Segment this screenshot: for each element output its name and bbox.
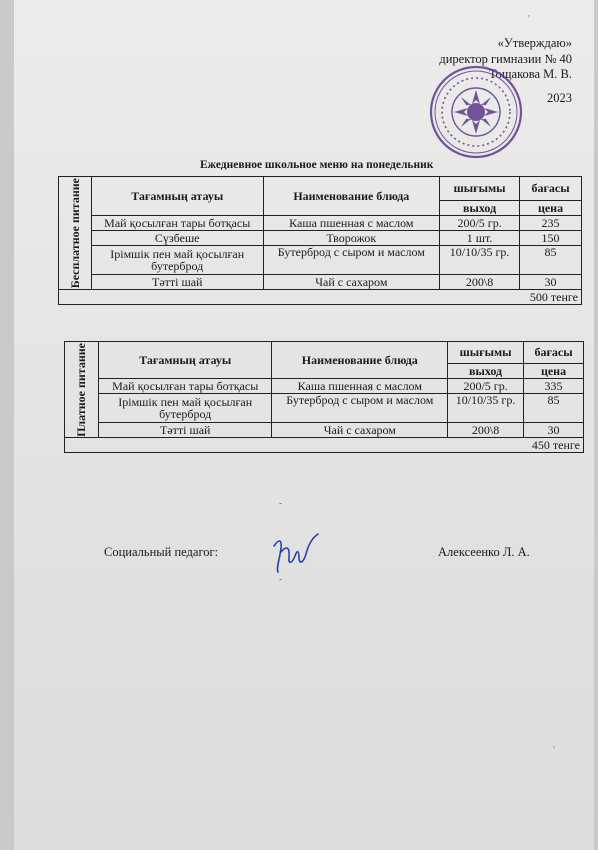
dish-ru: Каша пшенная с маслом xyxy=(272,379,448,394)
col-header-ru: Наименование блюда xyxy=(272,342,448,379)
side-label: Платное питание xyxy=(74,342,89,437)
table-row xyxy=(65,379,584,394)
col-header-output: шығымы xyxy=(440,177,520,201)
dish-kz: Тәтті шай xyxy=(98,423,272,438)
dish-output: 1 шт. xyxy=(440,231,520,246)
signature-icon xyxy=(268,528,324,578)
approval-line-1: «Утверждаю» xyxy=(497,36,572,50)
dish-ru: Чай с сахаром xyxy=(272,423,448,438)
footer-name: Алексеенко Л. А. xyxy=(438,545,530,559)
dish-output: 200\8 xyxy=(440,275,520,290)
scan-mark: ' xyxy=(553,745,555,756)
table-row xyxy=(59,216,582,231)
dish-output: 200/5 гр. xyxy=(440,216,520,231)
scan-mark: - xyxy=(279,498,283,509)
dish-ru: Чай с сахаром xyxy=(263,275,440,290)
col-header-output: шығымы xyxy=(448,342,524,364)
dish-price: 235 xyxy=(520,216,582,231)
col-header-kz: Тағамның атауы xyxy=(98,342,272,379)
dish-ru: Творожок xyxy=(263,231,440,246)
dish-ru: Бутерброд с сыром и маслом xyxy=(272,394,448,423)
col-subheader-output: выход xyxy=(440,200,520,215)
table-row xyxy=(59,246,582,275)
table-row xyxy=(65,423,584,438)
official-stamp-icon xyxy=(428,64,524,160)
dish-output: 10/10/35 гр. xyxy=(440,246,520,275)
scan-mark: ' xyxy=(528,14,530,25)
table-row xyxy=(65,394,584,423)
col-header-ru: Наименование блюда xyxy=(263,177,440,216)
dish-kz: Сүзбеше xyxy=(91,231,263,246)
dish-kz: Ірімшік пен май қосылған бутерброд xyxy=(91,246,263,275)
page-title: Ежедневное школьное меню на понедельник xyxy=(200,159,434,171)
dish-price: 85 xyxy=(524,394,584,423)
dish-kz: Тәтті шай xyxy=(91,275,263,290)
paid-menu-table xyxy=(64,341,584,453)
dish-price: 150 xyxy=(520,231,582,246)
dish-ru: Каша пшенная с маслом xyxy=(263,216,440,231)
dish-price: 85 xyxy=(520,246,582,275)
table-row xyxy=(59,231,582,246)
approval-line-3: Тощакова М. В. xyxy=(488,67,572,81)
dish-kz: Май қосылған тары ботқасы xyxy=(91,216,263,231)
dish-output: 200/5 гр. xyxy=(448,379,524,394)
total-row xyxy=(59,290,582,305)
table-header-row xyxy=(59,177,582,201)
dish-output: 10/10/35 гр. xyxy=(448,394,524,423)
dish-price: 335 xyxy=(524,379,584,394)
table-row xyxy=(59,275,582,290)
dish-output: 200\8 xyxy=(448,423,524,438)
dish-price: 30 xyxy=(520,275,582,290)
col-header-price: бағасы xyxy=(524,342,584,364)
total-row xyxy=(65,438,584,453)
approval-line-2: директор гимназии № 40 xyxy=(439,51,572,66)
approval-line-4: 2023 xyxy=(547,90,572,105)
col-subheader-output: выход xyxy=(448,364,524,379)
col-subheader-price: цена xyxy=(520,200,582,215)
side-label-cell xyxy=(65,342,99,438)
dish-kz: Ірімшік пен май қосылған бутерброд xyxy=(98,394,272,423)
dish-price: 30 xyxy=(524,423,584,438)
total-value: 500 тенге xyxy=(59,290,582,305)
side-label-cell xyxy=(59,177,92,290)
table-header-row xyxy=(65,342,584,364)
col-header-price: бағасы xyxy=(520,177,582,201)
col-subheader-price: цена xyxy=(524,364,584,379)
dish-ru: Бутерброд с сыром и маслом xyxy=(263,246,440,275)
side-label: Бесплатное питание xyxy=(67,177,82,289)
total-value: 450 тенге xyxy=(65,438,584,453)
free-menu-table xyxy=(58,176,582,305)
col-header-kz: Тағамның атауы xyxy=(91,177,263,216)
scan-mark: - xyxy=(279,574,283,585)
dish-kz: Май қосылған тары ботқасы xyxy=(98,379,272,394)
footer-role: Социальный педагог: xyxy=(104,545,219,559)
